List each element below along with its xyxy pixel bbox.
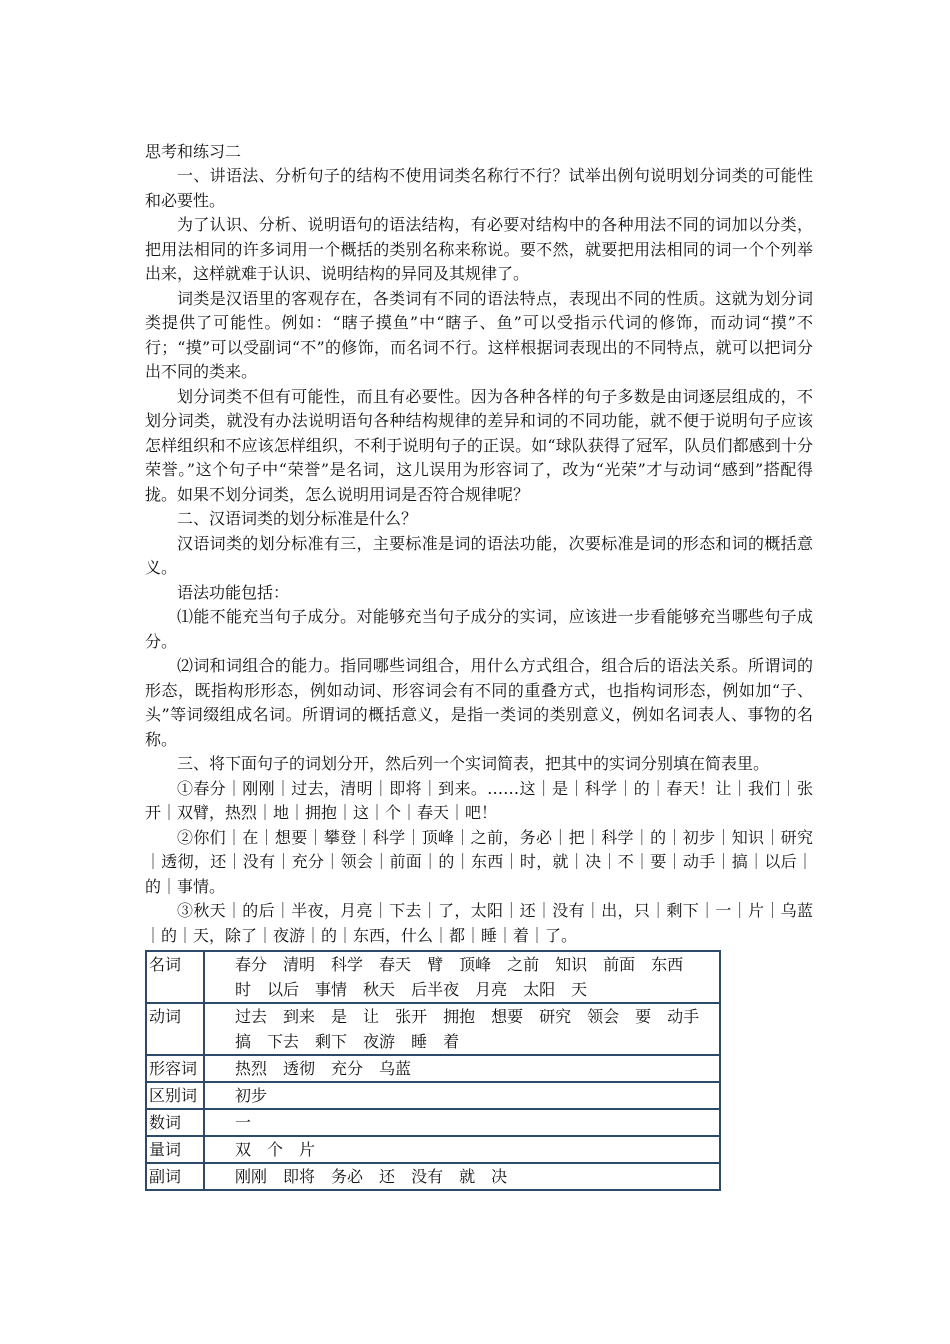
answer-1-para-3: 划分词类不但有可能性，而且有必要性。因为各种各样的句子多数是由词逐层组成的，不划分词类，就没有办法说明语句各种结构规律的差异和词的不同功能，就不便于说明句子应该怎样组织和不应该怎样组织，不利于说明句子的正误。如“球队获得了冠军，队员们都感到十分荣誉。”这个句子中“荣誉”是名词，这儿误用为形容词了，改为“光荣”才与动词“感到”搭配得拢。如果不划分词类，怎么说明用词是否符合规律呢？	[145, 386, 813, 504]
table-row	[146, 951, 720, 1003]
table-row	[146, 1082, 720, 1109]
row-label: 数词	[146, 1109, 204, 1136]
question-3: 三、将下面句子的词划分开，然后列一个实词简表，把其中的实词分别填在简表里。	[177, 754, 770, 773]
answer-1-para-1: 为了认识、分析、说明语句的语法结构，有必要对结构中的各种用法不同的词加以分类，把用法相同的许多词用一个概括的类别名称来称说。要不然，就要把用法相同的词一个个列举出来，这样就难于认识、说明结构的异同及其规律了。	[145, 215, 813, 283]
question-2: 二、汉语词类的划分标准是什么？	[177, 509, 418, 528]
row-label: 形容词	[146, 1055, 204, 1082]
question-1: 一、讲语法、分析句子的结构不使用词类名称行不行？试举出例句说明划分词类的可能性和必要性。	[145, 166, 813, 210]
section-title: 思考和练习二	[145, 142, 242, 161]
table-row	[146, 1136, 720, 1163]
answer-1-para-2: 词类是汉语里的客观存在，各类词有不同的语法特点，表现出不同的性质。这就为划分词类提供了可能性。例如：“瞎子摸鱼”中“瞎子、鱼”可以受指示代词的修饰，而动词“摸”不行；“摸”可以受副词“不”的修饰，而名词不行。这样根据词表现出的不同特点，就可以把词分出不同的类来。	[145, 288, 813, 381]
row-content: 刚刚 即将 务必 还 没有 就 决	[204, 1163, 720, 1190]
row-label: 动词	[146, 1003, 204, 1055]
sentence-2: ②你们｜在｜想要｜攀登｜科学｜顶峰｜之前，务必｜把｜科学｜的｜初步｜知识｜研究｜透彻，还｜没有｜充分｜领会｜前面｜的｜东西｜时，就｜决｜不｜要｜动手｜搞｜以后｜的｜事情。	[145, 827, 813, 896]
row-label: 量词	[146, 1136, 204, 1163]
table-row	[146, 1003, 720, 1055]
row-content: 热烈 透彻 充分 乌蓝	[204, 1055, 720, 1082]
table-row	[146, 1109, 720, 1136]
sentence-3: ③秋天｜的后｜半夜，月亮｜下去｜了，太阳｜还｜没有｜出，只｜剩下｜一｜片｜乌蓝｜的｜天，除了｜夜游｜的｜东西，什么｜都｜睡｜着｜了。	[145, 901, 813, 945]
sentence-1: ①春分｜刚刚｜过去，清明｜即将｜到来。……这｜是｜科学｜的｜春天！让｜我们｜张开｜双臂，热烈｜地｜拥抱｜这｜个｜春天｜吧！	[145, 778, 813, 822]
row-label: 名词	[146, 951, 204, 1003]
row-label: 区别词	[146, 1082, 204, 1109]
document-page	[145, 140, 813, 1191]
table-row	[146, 1163, 720, 1190]
answer-2-para-2: 语法功能包括：	[177, 582, 290, 602]
answer-2-para-1: 汉语词类的划分标准有三，主要标准是词的语法功能，次要标准是词的形态和词的概括意义。	[145, 533, 813, 577]
word-class-table	[145, 950, 721, 1191]
answer-2-item-1: ⑴能不能充当句子成分。对能够充当句子成分的实词，应该进一步看能够充当哪些句子成分。	[145, 607, 813, 651]
row-content: 过去 到来 是 让 张开 拥抱 想要 研究 领会 要 动手 搞 下去 剩下 夜游 睡 着	[204, 1003, 720, 1055]
row-label: 副词	[146, 1163, 204, 1190]
table-row	[146, 1055, 720, 1082]
row-content: 一	[204, 1109, 720, 1136]
answer-2-item-2: ⑵词和词组合的能力。指同哪些词组合，用什么方式组合，组合后的语法关系。所谓词的形态，既指构形形态，例如动词、形容词会有不同的重叠方式，也指构词形态，例如加“子、头”等词缀组成名词。所谓词的概括意义，是指一类词的类别意义，例如名词表人、事物的名称。	[145, 656, 813, 749]
row-content: 初步	[204, 1082, 720, 1109]
row-content: 春分 清明 科学 春天 臂 顶峰 之前 知识 前面 东西 时 以后 事情 秋天 后半夜 月亮 太阳 天	[204, 951, 720, 1003]
row-content: 双 个 片	[204, 1136, 720, 1163]
